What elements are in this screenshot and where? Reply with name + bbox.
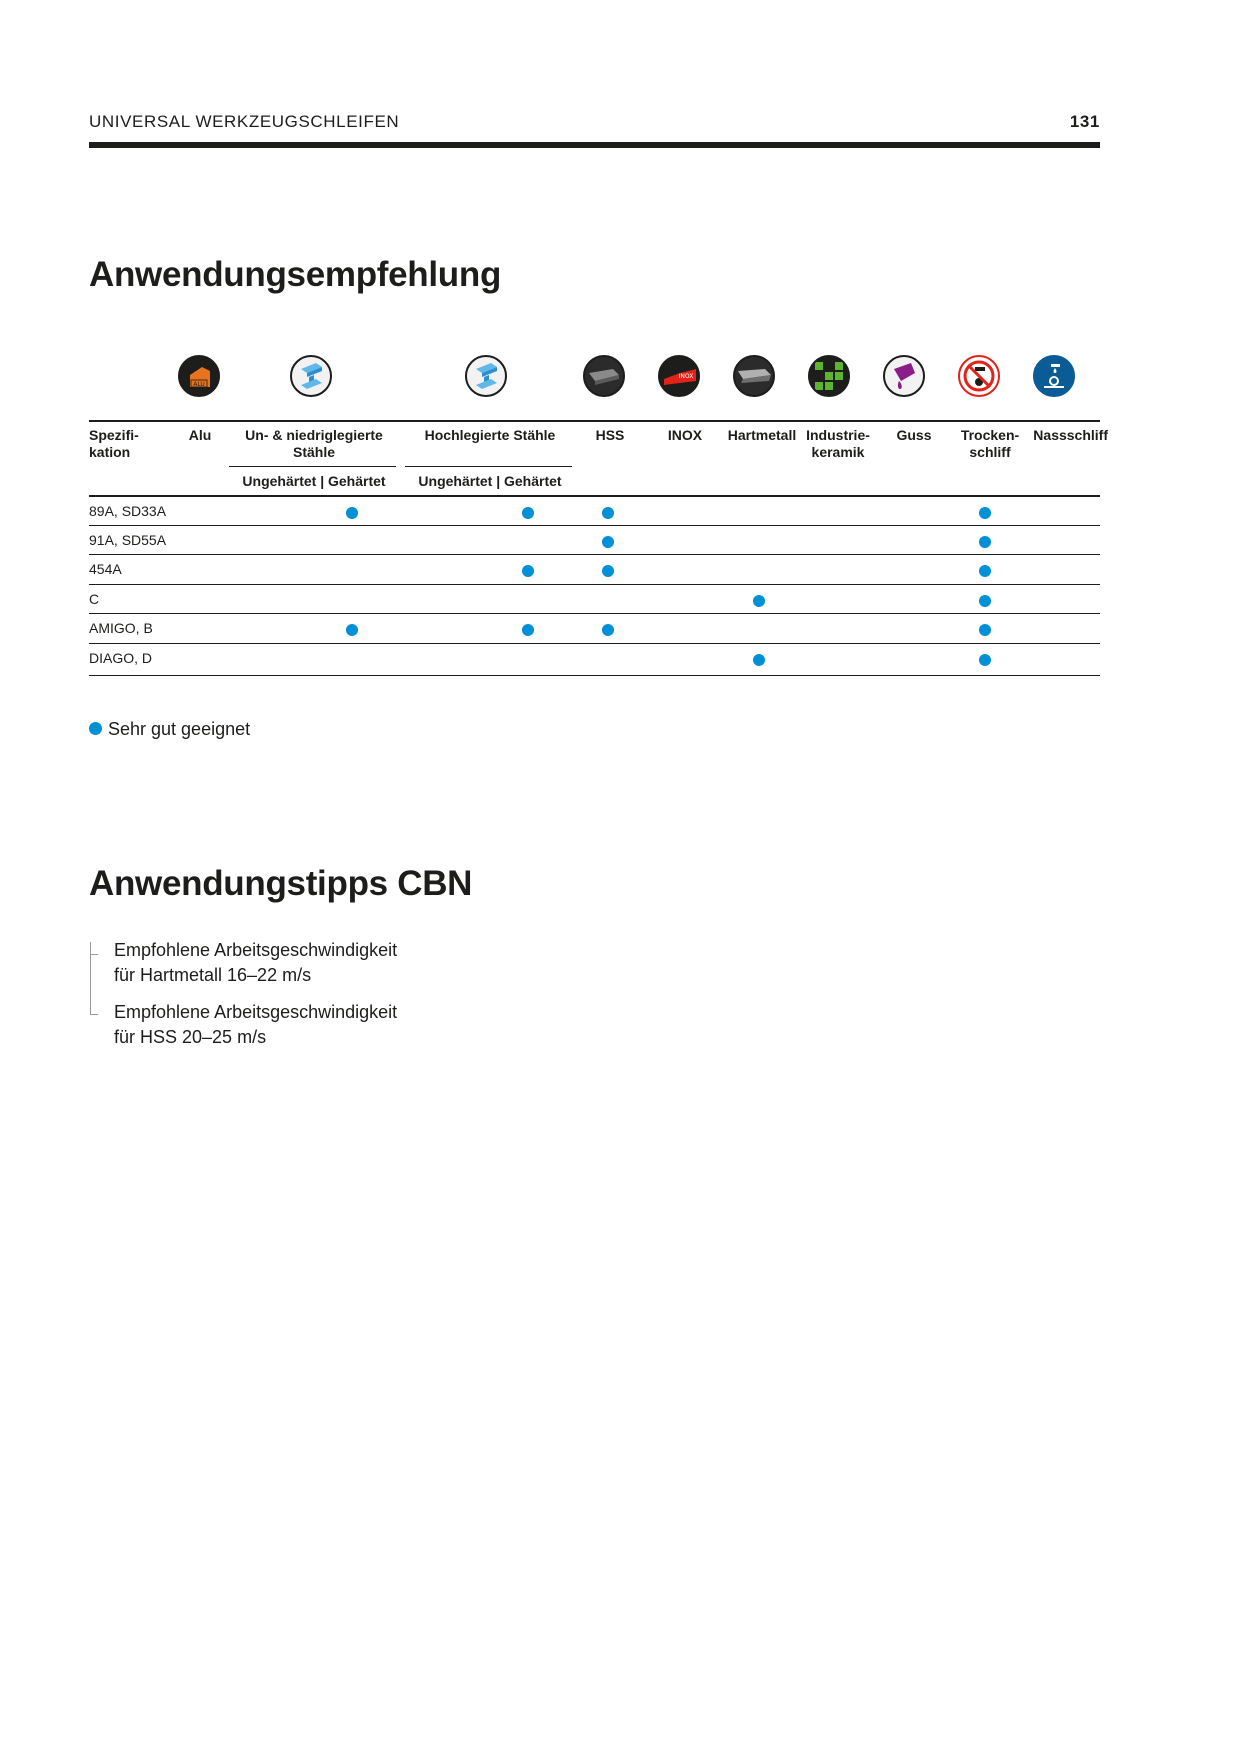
legend-label: Sehr gut geeignet	[108, 719, 251, 739]
col-header-guss: Guss	[896, 427, 932, 443]
wet-grinding-icon	[1033, 355, 1075, 397]
header-title: UNIVERSAL WERKZEUGSCHLEIFEN	[89, 112, 400, 131]
col-header-spezifikation-line2: kation	[89, 444, 131, 460]
inox-icon-label: INOX	[678, 373, 694, 380]
alu-icon	[178, 355, 220, 397]
suitability-dot-trocken	[979, 624, 991, 636]
subheader-rule-hochlegiert	[405, 466, 572, 467]
table-row	[89, 495, 1100, 527]
tip-item	[114, 938, 397, 988]
table-row	[89, 613, 1100, 644]
subheader-hochlegiert: Ungehärtet | Gehärtet	[418, 473, 562, 489]
row-label: 454A	[89, 561, 122, 577]
tip-item-line2: für Hartmetall 16–22 m/s	[114, 965, 312, 985]
guss-icon	[883, 355, 925, 397]
col-header-nassschliff: Nassschliff	[1033, 427, 1108, 443]
steel-beam-icon	[290, 355, 332, 397]
no-water-icon	[958, 355, 1000, 397]
col-header-industriekeramik	[802, 427, 874, 461]
hartmetall-icon	[733, 355, 775, 397]
col-header-alu: Alu	[188, 427, 212, 443]
table-row	[89, 584, 1100, 615]
legend	[89, 719, 250, 740]
col-header-spezifikation	[89, 427, 139, 461]
suitability-dot-hss	[602, 624, 614, 636]
page-number: 131	[1069, 112, 1100, 131]
suitability-dot-hss	[602, 536, 614, 548]
suitability-dot-trocken	[979, 565, 991, 577]
hss-icon	[583, 355, 625, 397]
suitability-dot-hss	[602, 507, 614, 519]
legend-dot	[89, 722, 102, 735]
row-label: C	[89, 591, 100, 607]
steel-beam-icon	[465, 355, 507, 397]
tips-bracket	[90, 942, 91, 1014]
tips-list	[89, 938, 589, 1048]
suitability-dot-trocken	[979, 654, 991, 666]
table-top-rule	[89, 420, 1100, 422]
col-header-hss: HSS	[595, 427, 625, 443]
table-bottom-rule	[89, 675, 1100, 676]
subheader-un-niedriglegiert: Ungehärtet | Gehärtet	[242, 473, 386, 489]
inox-icon	[658, 355, 700, 397]
col-header-trockenschliff-line2: schliff	[969, 444, 1011, 460]
col-header-trockenschliff-line1: Trocken-	[960, 427, 1020, 443]
col-header-trockenschliff	[952, 427, 1028, 461]
col-header-inox: INOX	[667, 427, 703, 443]
suitability-dot-high	[522, 507, 534, 519]
col-header-industriekeramik-line1: Industrie-	[806, 427, 870, 443]
col-header-hochlegiert: Hochlegierte Stähle	[424, 427, 556, 443]
tips-tick	[90, 1014, 98, 1015]
col-header-industriekeramik-line2: keramik	[811, 444, 865, 460]
alu-icon-label: ALU	[193, 381, 205, 388]
tip-item-line1: Empfohlene Arbeitsgeschwindigkeit	[114, 940, 398, 960]
table-row	[89, 554, 1100, 585]
header-rule	[89, 142, 1100, 148]
suitability-dot-trocken	[979, 536, 991, 548]
subheader-rule-un-niedriglegiert	[229, 466, 396, 467]
table-row	[89, 525, 1100, 556]
section-title-anwendungsempfehlung: Anwendungsempfehlung	[89, 255, 502, 294]
suitability-dot-hart	[753, 654, 765, 666]
suitability-dot-hart	[753, 595, 765, 607]
col-header-hartmetall: Hartmetall	[727, 427, 797, 443]
row-label: 89A, SD33A	[89, 503, 167, 519]
row-label: DIAGO, D	[89, 650, 153, 666]
industriekeramik-icon	[808, 355, 850, 397]
tip-item-line2: für HSS 20–25 m/s	[114, 1027, 267, 1047]
suitability-dot-unlow	[346, 624, 358, 636]
page-header	[89, 112, 1100, 134]
section-title-anwendungstipps: Anwendungstipps CBN	[89, 864, 473, 903]
col-header-spezifikation-line1: Spezifi-	[89, 427, 139, 443]
suitability-dot-unlow	[346, 507, 358, 519]
suitability-dot-hss	[602, 565, 614, 577]
suitability-dot-high	[522, 565, 534, 577]
col-header-un-niedriglegiert-line1: Un- & niedriglegierte	[245, 427, 383, 443]
tip-item	[114, 1000, 397, 1050]
suitability-dot-trocken	[979, 507, 991, 519]
suitability-dot-high	[522, 624, 534, 636]
table-row	[89, 643, 1100, 674]
row-label: 91A, SD55A	[89, 532, 167, 548]
tips-tick	[90, 954, 98, 955]
col-header-un-niedriglegiert-line2: Stähle	[292, 444, 335, 460]
suitability-dot-trocken	[979, 595, 991, 607]
col-header-un-niedriglegiert	[229, 427, 399, 461]
tip-item-line1: Empfohlene Arbeitsgeschwindigkeit	[114, 1002, 398, 1022]
row-label: AMIGO, B	[89, 620, 153, 636]
